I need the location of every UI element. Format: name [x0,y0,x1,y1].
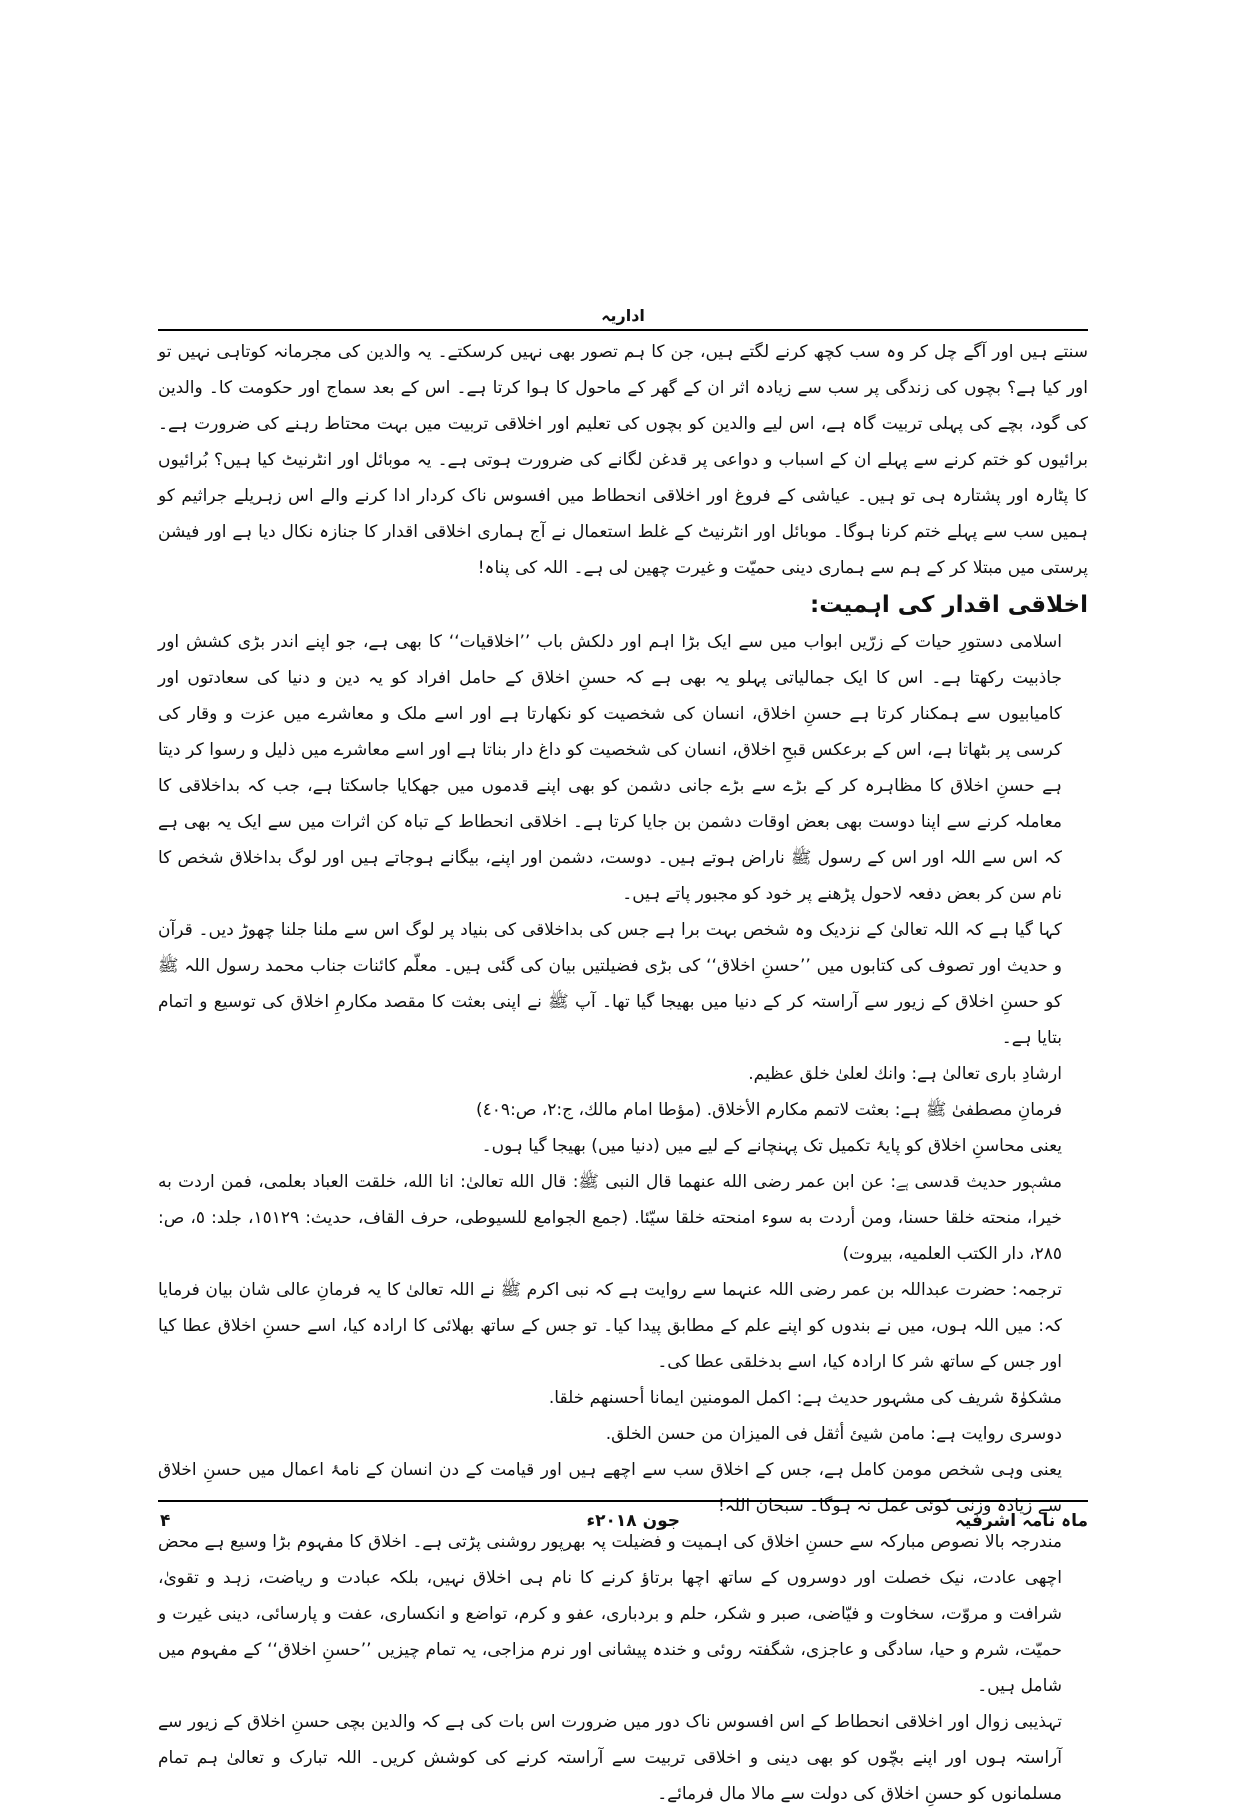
header-rule [158,329,1088,331]
paragraph-scope-of-akhlaq: مندرجہ بالا نصوص مبارکہ سے حسنِ اخلاق کی اہمیت و فضیلت پہ بھرپور روشنی پڑتی ہے۔ اخلاق کا مفہوم بڑا وسیع ہے محض اچھی عادت، نیک خصلت اور دوسروں کے ساتھ اچھا برتاؤ کرنے کا نام ہی اخلاق نہیں، بلکہ عبادت و ریاضت، زہد و تقویٰ، شرافت و مروّت، سخاوت و فیّاضی، صبر و شکر، حلم و بردباری، عفو و کرم، تواضع و انکساری، عفت و پارسائی، دینی غیرت و حمیّت، شرم و حیا، سادگی و عاجزی، شگفتہ روئی و خندہ پیشانی اور نرم مزاجی، یہ تمام چیزیں ’’حسنِ اخلاق‘‘ کے مفہوم میں شامل ہیں۔ [158,1532,1062,1696]
hadith-mishkat: مشکوٰۃ شریف کی مشہور حدیث ہے: اكمل المومنین ایمانا أحسنهم خلقا. [548,1388,1062,1408]
issue-date: جون ۲۰۱۸ء [586,1511,680,1531]
paragraph-meaning: یعنی وہی شخص مومن کامل ہے، جس کے اخلاق سب سے اچھے ہیں اور قیامت کے دن انسان کے نامۂ اعمال میں حسنِ اخلاق سے زیادہ وزنی کوئی عمل نہ ہوگا۔ سبحان اللہ! [158,1460,1062,1516]
hadith-translation: یعنی محاسنِ اخلاق کو پایۂ تکمیل تک پہنچانے کے لیے میں (دنیا میں) بھیجا گیا ہوں۔ [481,1136,1062,1156]
hadith-qudsi: مشہور حدیث قدسی ہے: عن ابن عمر رضی الله عنهما قال النبی ﷺ: قال الله تعالیٰ: انا الله، خلقت العباد بعلمی، فمن اردت به خیرا، منحته خلقا حسنا، ومن أردت به سوء امنحته خلقا سیّئا. (جمع الجوامع للسیوطی، حرف القاف، حدیث: ١٥١٢٩، جلد: ٥، ص: ٢٨٥، دار الكتب العلمیه، بیروت) [158,1172,1062,1264]
hadith-mustafa: فرمانِ مصطفیٰ ﷺ ہے: بعثت لاتمم مكارم الأخلاق. (مؤطا امام مالك، ج:٢، ص:٤٠٩) [476,1100,1062,1120]
page-footer [158,1506,1088,1538]
section-title: اداریہ [601,306,645,325]
paragraph-quran-hadith: کہا گیا ہے کہ اللہ تعالیٰ کے نزدیک وہ شخص بہت برا ہے جس کی بداخلاقی کی بنیاد پر لوگ اس سے ملنا جلنا چھوڑ دیں۔ قرآن و حدیث اور تصوف کی کتابوں میں ’’حسنِ اخلاق‘‘ کی بڑی فضیلتیں بیان کی گئی ہیں۔ معلّم کائنات جناب محمد رسول اللہ ﷺ کو حسنِ اخلاق کے زیور سے آراستہ کر کے دنیا میں بھیجا گیا تھا۔ آپ ﷺ نے اپنی بعثت کا مقصد مکارمِ اخلاق کی توسیع و اتمام بتایا ہے۔ [158,920,1062,1048]
quran-verse: ارشادِ باری تعالیٰ ہے: وانك لعلیٰ خلق عظیم. [748,1064,1062,1084]
document-page [158,0,1088,1804]
article-body [158,334,1088,1812]
paragraph-translation: ترجمہ: حضرت عبداللہ بن عمر رضی اللہ عنہما سے روایت ہے کہ نبی اکرم ﷺ نے اللہ تعالیٰ کا یہ فرمانِ عالی شان بیان فرمایا کہ: میں اللہ ہوں، میں نے بندوں کو اپنے علم کے مطابق پیدا کیا۔ تو جس کے ساتھ بھلائی کا ارادہ کیا، اسے حسنِ اخلاق عطا کیا اور جس کے ساتھ شر کا ارادہ کیا، اسے بدخلقی عطا کی۔ [158,1280,1062,1372]
paragraph-islamic-code: اسلامی دستورِ حیات کے زرّیں ابواب میں سے ایک بڑا اہم اور دلکش باب ’’اخلاقیات‘‘ کا بھی ہے، جو اپنے اندر بڑی کشش اور جاذبیت رکھتا ہے۔ اس کا ایک جمالیاتی پہلو یہ بھی ہے کہ حسنِ اخلاق کے حامل افراد کو یہ دین و دنیا کی سعادتوں اور کامیابیوں سے ہمکنار کرتا ہے حسنِ اخلاق، انسان کی شخصیت کو نکھارتا ہے اور اسے ملک و معاشرے میں عزت و وقار کی کرسی پر بٹھاتا ہے، اس کے برعکس قبحِ اخلاق، انسان کی شخصیت کو داغ دار بناتا ہے اور اسے معاشرے میں ذلیل و رسوا کر دیتا ہے حسنِ اخلاق کا مظاہرہ کر کے بڑے سے بڑے جانی دشمن کو بھی اپنے قدموں میں جھکایا جاسکتا ہے، جب کہ بداخلاقی کا معاملہ کرنے سے اپنا دوست بھی بعض اوقات دشمن بن جایا کرتا ہے۔ اخلاقی انحطاط کے تباہ کن اثرات میں سے ایک یہ بھی ہے کہ اس سے اللہ اور اس کے رسول ﷺ ناراض ہوتے ہیں۔ دوست، دشمن اور اپنے، بیگانے ہوجاتے ہیں اور لوگ بداخلاق شخص کا نام سن کر بعض دفعہ لاحول پڑھنے پر خود کو مجبور پاتے ہیں۔ [158,632,1062,904]
opening-paragraph: سنتے ہیں اور آگے چل کر وہ سب کچھ کرنے لگتے ہیں، جن کا ہم تصور بھی نہیں کرسکتے۔ یہ والدین کی مجرمانہ کوتاہی نہیں تو اور کیا ہے؟ بچوں کی زندگی پر سب سے زیادہ اثر ان کے گھر کے ماحول کا ہوا کرتا ہے۔ اس کے بعد سماج اور حکومت کا۔ والدین کی گود، بچے کی پہلی تربیت گاہ ہے، اس لیے والدین کو بچوں کی تعلیم اور اخلاقی تربیت میں بہت محتاط رہنے کی ضرورت ہے۔ برائیوں کو ختم کرنے سے پہلے ان کے اسباب و دواعی پر قدغن لگانے کی ضرورت ہوتی ہے۔ یہ موبائل اور انٹرنیٹ کیا ہیں؟ بُرائیوں کا پٹارہ اور پشتارہ ہی تو ہیں۔ عیاشی کے فروغ اور اخلاقی انحطاط میں افسوس ناک کردار ادا کرنے والے اس زہریلے جراثیم کو ہمیں سب سے پہلے ختم کرنا ہوگا۔ موبائل اور انٹرنیٹ کے غلط استعمال نے آج ہماری اخلاقی اقدار کا جنازہ نکال دیا ہے اور فیشن پرستی میں مبتلا کر کے ہم سے ہماری دینی حمیّت و غیرت چھین لی ہے۔ اللہ کی پناہ! [158,342,1088,578]
footer-rule [158,1500,1088,1502]
page-number: ۴ [160,1511,171,1531]
hadith-second: دوسری روایت ہے: مامن شیئ أثقل فی المیزان من حسن الخلق. [605,1424,1062,1444]
paragraph-conclusion: تہذیبی زوال اور اخلاقی انحطاط کے اس افسوس ناک دور میں ضرورت اس بات کی ہے کہ والدین بچی حسنِ اخلاق کے زیور سے آراستہ ہوں اور اپنے بچّوں کو بھی دینی و اخلاقی تربیت سے آراستہ کرنے کی کوشش کریں۔ اللہ تبارک و تعالیٰ ہم تمام مسلمانوں کو حسنِ اخلاق کی دولت سے مالا مال فرمائے۔ [158,1712,1062,1804]
section-heading: اخلاقی اقدار کی اہمیت: [810,592,1088,618]
magazine-name: ماہ نامہ اشرفیہ [954,1511,1088,1531]
